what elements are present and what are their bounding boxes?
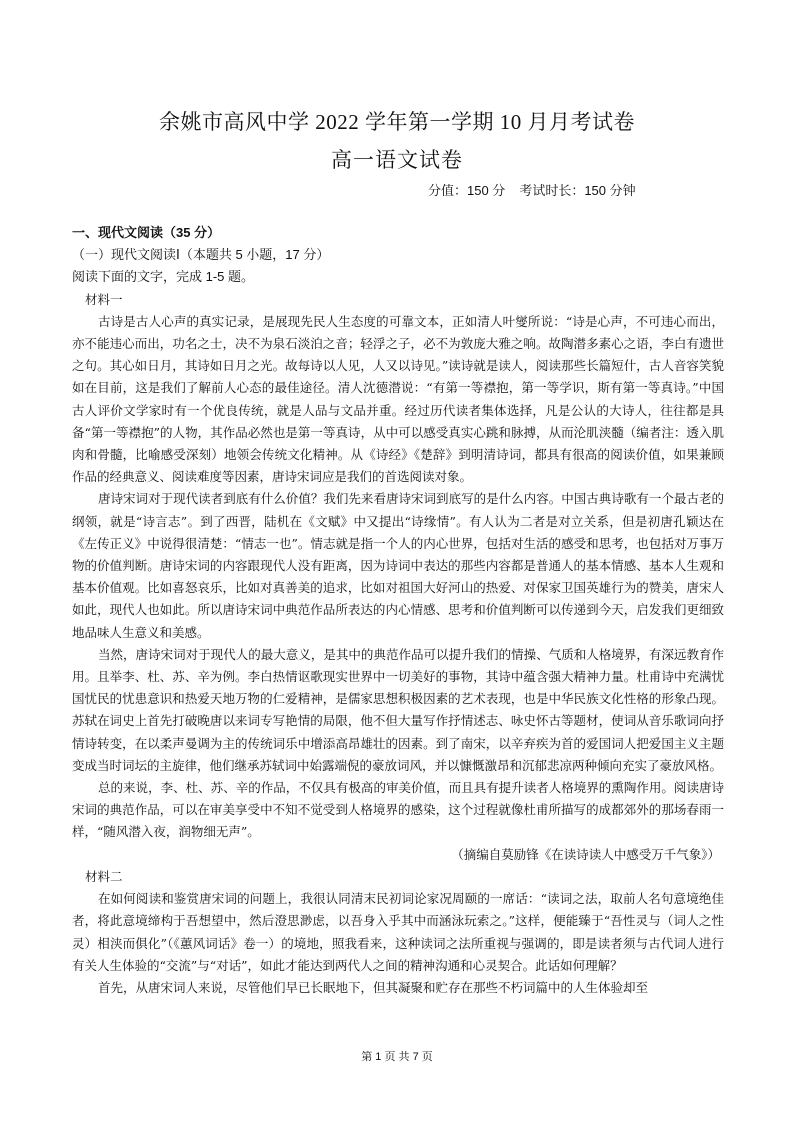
score-info: 分值：150 分	[428, 183, 506, 198]
reading-body	[72, 222, 724, 999]
instruction: 阅读下面的文字，完成 1-5 题。	[72, 269, 255, 285]
material-1-paragraph: 总的来说，李、杜、苏、辛的作品，不仅具有极高的审美价值，而且具有提升读者人格境界的熏陶作用。阅读唐诗宋词的典范作品，可以在审美享受中不知不觉受到人格境界的感染，这个过程就像杜甫所描写的成都郊外的那场春雨一样，“随风潜入夜，润物细无声”。	[72, 780, 724, 840]
exam-title: 余姚市高风中学 2022 学年第一学期 10 月月考试卷	[159, 110, 635, 134]
material-1-source: （摘编自莫励锋《在读诗读人中感受万千气象》）	[451, 846, 720, 862]
section-heading: 一、现代文阅读（35 分）	[72, 225, 221, 240]
material-1-paragraph: 唐诗宋词对于现代读者到底有什么价值？我们先来看唐诗宋词到底写的是什么内容。中国古典诗歌有一个最古老的纲领，就是“诗言志”。到了西晋，陆机在《文赋》中又提出“诗缘情”。有人认为二者是对立关系，但是初唐孔颖达在《左传正义》中说得很清楚：“情志一也”。情志就是指一个人的内心世界，包括对生活的感受和思考，也包括对万事万物的价值判断。唐诗宋词的内容跟现代人没有距离，因为诗词中表达的那些内容都是普通人的基本情感、基本人生观和基本价值观。比如喜怒哀乐，比如对真善美的追求，比如对祖国大好河山的热爱、对保家卫国英雄行为的赞美，唐宋人如此，现代人也如此。所以唐诗宋词中典范作品所表达的内心情感、思考和价值判断可以传递到今天，启发我们更细致地品味人生意义和美感。	[72, 491, 724, 640]
material-2-paragraph: 在如何阅读和鉴赏唐宋词的问题上，我很认同清末民初词论家况周颐的一席话：“读词之法，取前人名句意境绝佳者，将此意境缔构于吾想望中，然后澄思渺虑，以吾身入乎其中而涵泳玩索之。”这样，便能臻于“吾性灵与（词人之性灵）相浃而俱化”（《蕙风词话》卷一）的境地，照我看来，这种读词之法所重视与强调的，即是读者须与古代词人进行有关人生体验的“交流”与“对话”，如此才能达到两代人之间的精神沟通和心灵契合。此话如何理解？	[72, 891, 724, 973]
material-1-paragraph: 当然，唐诗宋词对于现代人的最大意义，是其中的典范作品可以提升我们的情操、气质和人格境界，有深远教育作用。且举李、杜、苏、辛为例。李白热情讴歌现实世界中一切美好的事物，其诗中蕴含强大精神力量。杜甫诗中充满忧国忧民的忧患意识和热爱天地万物的仁爱精神，是儒家思想积极因素的艺术表现，也是中华民族文化性格的形象凸现。苏轼在词史上首先打破晚唐以来词专写艳情的局限，他不但大量写作抒情述志、咏史怀古等题材，使词从音乐歌词向抒情诗转变，在以柔声曼调为主的传统词乐中增添高昂雄壮的因素。到了南宋，以辛弃疾为首的爱国词人把爱国主义主题变成当时词坛的主旋律，他们继承苏轼词中始露端倪的豪放词风，并以慷慨激昂和沉郁悲凉两种倾向充实了豪放风格。	[72, 646, 724, 773]
material-1-label: 材料一	[85, 291, 123, 307]
material-2-label: 材料二	[85, 868, 123, 884]
page-number: 第 1 页 共 7 页	[361, 1051, 433, 1063]
material-1-paragraph: 古诗是古人心声的真实记录，是展现先民人生态度的可靠文本，正如清人叶燮所说：“诗是心声，不可违心而出，亦不能违心而出，功名之士，决不为泉石淡泊之音；轻浮之子，必不为敦庞大雅之响。故陶潜多素心之语，李白有遗世之句。其心如日月，其诗如日月之光。故每诗以人见，人又以诗见。”读诗就是读人，阅读那些长篇短什，古人音容笑貌如在目前，这是我们了解前人心态的最佳途径。清人沈德潜说：“有第一等襟抱，第一等学识，斯有第一等真诗。”中国古人评价文学家时有一个优良传统，就是人品与文品并重。经过历代读者集体选择，凡是公认的大诗人，往往都是具备“第一等襟抱”的人物，其作品必然也是第一等真诗，从中可以感受真实心跳和脉搏，从而沦肌浃髓（编者注：透入肌肉和骨髓，比喻感受深刻）地领会传统文化精神。从《诗经》《楚辞》到明清诗词，都具有很高的阅读价值，如果兼顾作品的经典意义、阅读难度等因素，唐诗宋词应是我们的首选阅读对象。	[72, 313, 724, 485]
time-info: 考试时长：150 分钟	[519, 183, 636, 198]
material-2-paragraph: 首先，从唐宋词人来说，尽管他们早已长眠地下，但其凝聚和贮存在那些不朽词篇中的人生体验却至	[98, 979, 649, 995]
part-heading: （一）现代文阅读Ⅰ（本题共 5 小题，17 分）	[72, 247, 330, 263]
exam-subtitle: 高一语文试卷	[331, 148, 463, 172]
exam-meta	[428, 180, 688, 199]
